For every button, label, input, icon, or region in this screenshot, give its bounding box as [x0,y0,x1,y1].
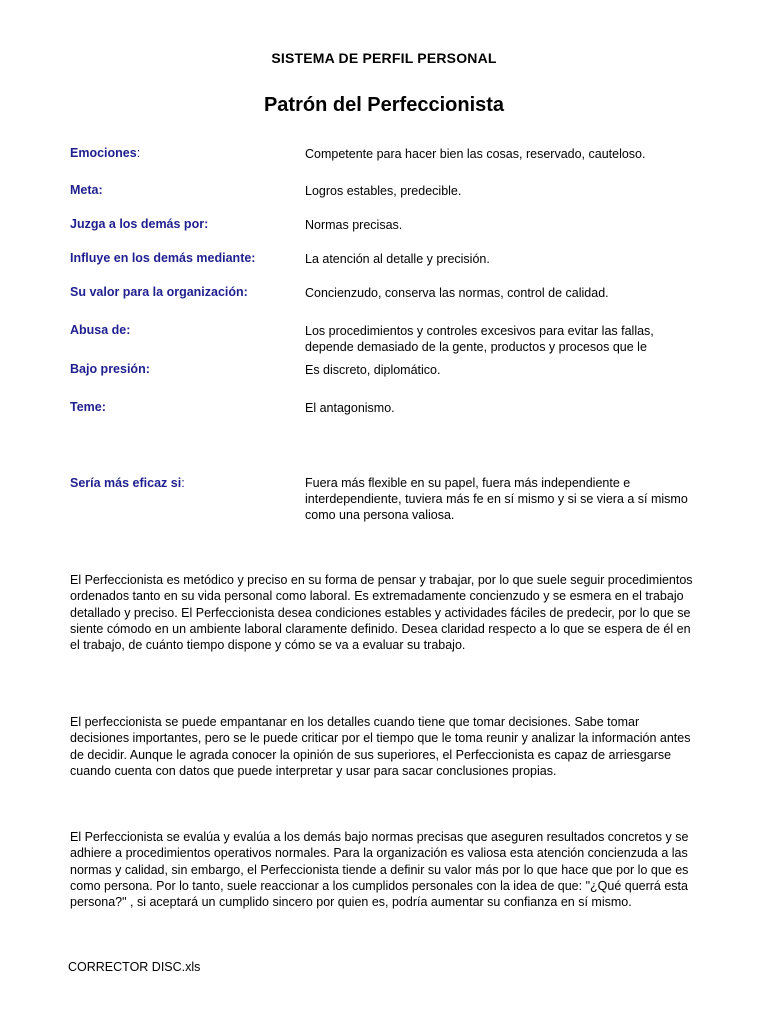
row-value-emociones: Competente para hacer bien las cosas, reservado, cauteloso. [305,147,646,161]
row-label-bajo-presion: Bajo presión: [70,362,150,376]
footer-filename: CORRECTOR DISC.xls [68,960,201,974]
paragraph-1: El Perfeccionista es metódico y preciso en su forma de pensar y trabajar, por lo que suele seguir procedimientos ordenados tanto en su vida personal como laboral. Es extremadamente concienzudo y se esmera en el trabajo detallado y preciso. El Perfeccionista desea condiciones estables y actividades fáciles de predecir, por lo que se siente cómodo en un ambiente laboral claramente definido. Desea claridad respecto a lo que se espera de él en el trabajo, de cuánto tiempo dispone y cómo se va a evaluar su trabajo. [70,573,693,653]
row-value-bajo-presion: Es discreto, diplomático. [305,363,441,377]
document-title: Patrón del Perfeccionista [263,94,505,116]
row-value-teme: El antagonismo. [305,401,395,415]
row-value-su-valor: Concienzudo, conserva las normas, control de calidad. [305,286,609,300]
row-value-meta: Logros estables, predecible. [305,184,462,198]
row-label-su-valor: Su valor para la organización: [70,285,248,299]
paragraph-3: El Perfeccionista se evalúa y evalúa a los demás bajo normas precisas que aseguren resultados concretos y se adhiere a procedimientos operativos normales. Para la organización es valiosa esta atención concienzuda a las normas y calidad, sin embargo, el Perfeccionista tiende a definir su valor más por lo que hace que por lo que es como persona. Por lo tanto, suele reaccionar a los cumplidos personales con la idea de que: "¿Qué querrá esta persona?" , si aceptará un cumplido sincero por quien es, podría aumentar su confianza en sí mismo. [70,830,689,910]
row-value-influye: La atención al detalle y precisión. [305,252,490,266]
row-label-juzga: Juzga a los demás por: [70,217,209,231]
document-header: SISTEMA DE PERFIL PERSONAL [271,50,497,66]
row-value-seria-mas-eficaz: Fuera más flexible en su papel, fuera más independiente e interdependiente, tuviera más fe en sí mismo y si se viera a sí mismo como una persona valiosa. [305,476,688,522]
row-label-seria-mas-eficaz: Sería más eficaz si: [70,476,185,490]
row-label-teme: Teme: [70,400,106,414]
row-value-juzga: Normas precisas. [305,218,403,232]
row-value-abusa: Los procedimientos y controles excesivos para evitar las fallas, depende demasiado de la gente, productos y procesos que le [305,324,654,354]
row-label-meta: Meta: [70,183,103,197]
paragraph-2: El perfeccionista se puede empantanar en los detalles cuando tiene que tomar decisiones. Sabe tomar decisiones importantes, pero se le puede criticar por el tiempo que le toma reunir y analizar la información antes de decidir. Aunque le agrada conocer la opinión de sus superiores, el Perfeccionista es capaz de arriesgarse cuando cuenta con datos que puede interpretar y usar para sacar conclusiones propias. [70,715,691,778]
row-label-influye: Influye en los demás mediante: [70,251,256,265]
row-label-abusa: Abusa de: [70,323,131,337]
row-label-emociones: Emociones: [70,146,141,160]
